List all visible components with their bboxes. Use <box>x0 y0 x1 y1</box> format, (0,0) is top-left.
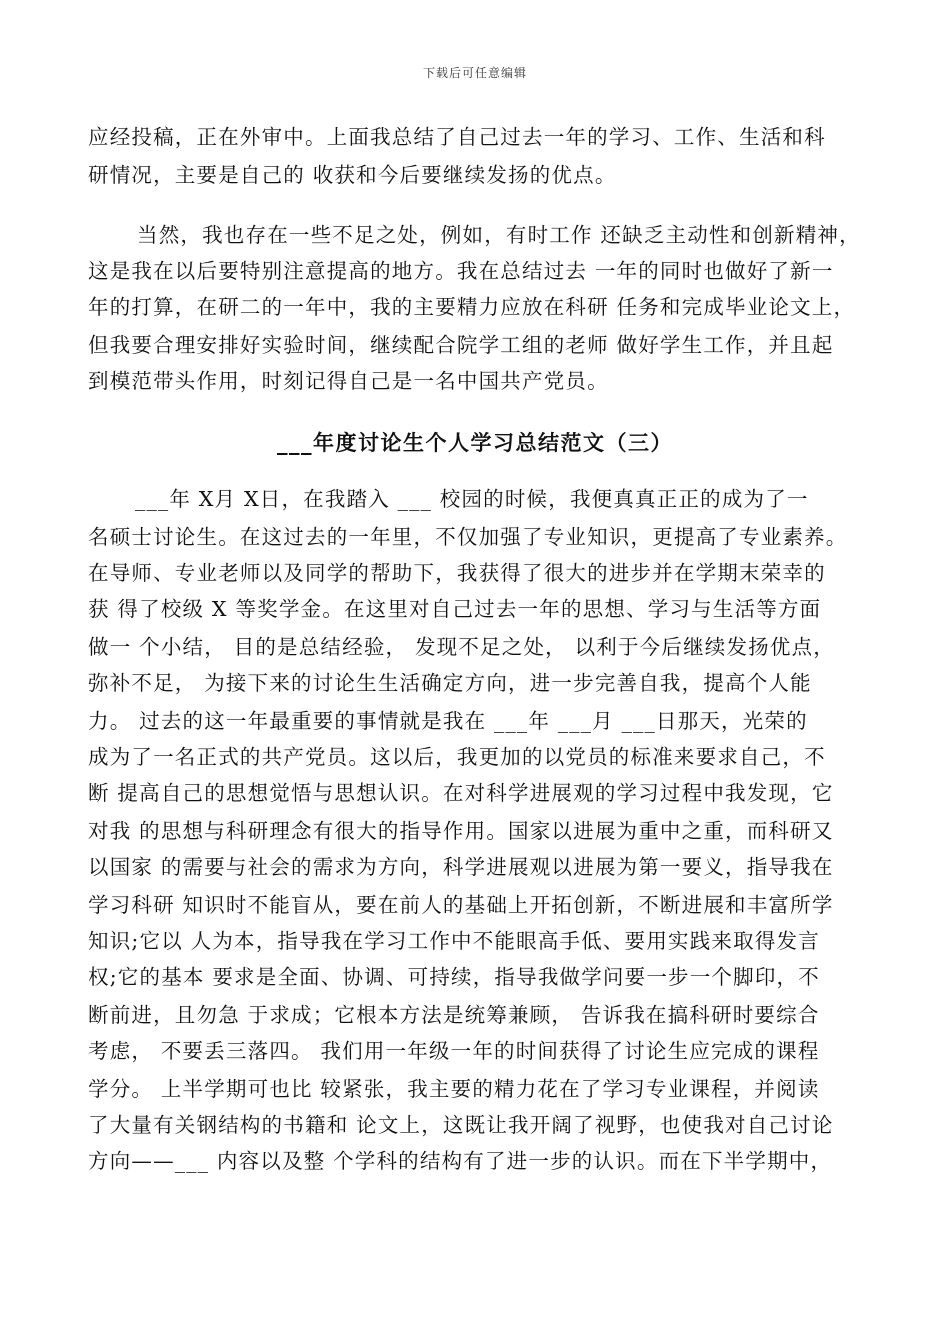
page-header-note: 下载后可任意编辑 <box>422 66 527 80</box>
text-line: ___年 X月 X日，在我踏入 ___ 校园的时候，我便真真正正的成为了一 <box>135 487 809 511</box>
text-line: 弥补不足， 为接下来的讨论生生活确定方向，进一步完善自我，提高个人能 <box>88 671 812 695</box>
text-line: 学习科研 知识时不能盲从，要在前人的基础上开拓创新，不断进展和丰富所学 <box>88 893 834 917</box>
text-line: 在导师、专业老师以及同学的帮助下，我获得了很大的进步并在学期末荣幸的 <box>88 561 826 585</box>
text-line: 做一 个小结， 目的是总结经验， 发现不足之处， 以利于今后继续发扬优点， <box>88 635 835 659</box>
text-line: 权;它的基本 要求是全面、协调、可持续，指导我做学问要一步一个脚印，不 <box>88 965 820 989</box>
text-line: 对我 的思想与科研理念有很大的指导作用。国家以进展为重中之重，而科研又 <box>88 819 834 843</box>
text-line: 以国家 的需要与社会的需求为方向，科学进展观以进展为第一要义，指导我在 <box>88 855 834 879</box>
text-line: 但我要合理安排好实验时间，继续配合院学工组的老师 做好学生工作，并且起 <box>88 333 834 357</box>
text-line: 成为了一名正式的共产党员。这以后，我更加的以党员的标准来要求自己，不 <box>88 745 826 769</box>
text-line: 考虑， 不要丢三落四。 我们用一年级一年的时间获得了讨论生应完成的课程 <box>88 1039 820 1063</box>
text-line: 力。 过去的这一年最重要的事情就是我在 ___年 ___月 ___日那天，光荣的 <box>88 709 808 733</box>
text-line: 当然，我也存在一些不足之处，例如，有时工作 还缺乏主动性和创新精神， <box>137 223 861 247</box>
text-line: 到模范带头作用，时刻记得自己是一名中国共产党员。 <box>88 369 609 393</box>
text-line: 应经投稿，正在外审中。上面我总结了自己过去一年的学习、工作、生活和科 <box>88 125 826 149</box>
text-line: 学分。 上半学期可也比 较紧张，我主要的精力花在了学习专业课程，并阅读 <box>88 1077 820 1101</box>
text-line: 这是我在以后要特别注意提高的地方。我在总结过去 一年的同时也做好了新一 <box>88 259 834 283</box>
text-line: 了大量有关钢结构的书籍和 论文上，这既让我开阔了视野，也使我对自己讨论 <box>88 1113 834 1137</box>
text-line: 获 得了校级 X 等奖学金。在这里对自己过去一年的思想、学习与生活等方面 <box>88 597 822 621</box>
text-line: 方向——___ 内容以及整 个学科的结构有了进一步的认识。而在下半学期中， <box>88 1149 833 1173</box>
section-title: ___年度讨论生个人学习总结范文（三） <box>277 430 673 455</box>
text-line: 年的打算，在研二的一年中，我的主要精力应放在科研 任务和完成毕业论文上， <box>88 295 856 319</box>
text-line: 断 提高自己的思想觉悟与思想认识。在对科学进展观的学习过程中我发现，它 <box>88 781 834 805</box>
text-line: 名硕士讨论生。在这过去的一年里，不仅加强了专业知识，更提高了专业素养。 <box>88 525 848 549</box>
text-line: 研情况，主要是自己的 收获和今后要继续发扬的优点。 <box>88 163 617 187</box>
text-line: 断前进，且勿急 于求成；它根本方法是统筹兼顾， 告诉我在搞科研时要综合 <box>88 1003 820 1027</box>
text-line: 知识;它以 人为本，指导我在学习工作中不能眼高手低、要用实践来取得发言 <box>88 929 820 953</box>
